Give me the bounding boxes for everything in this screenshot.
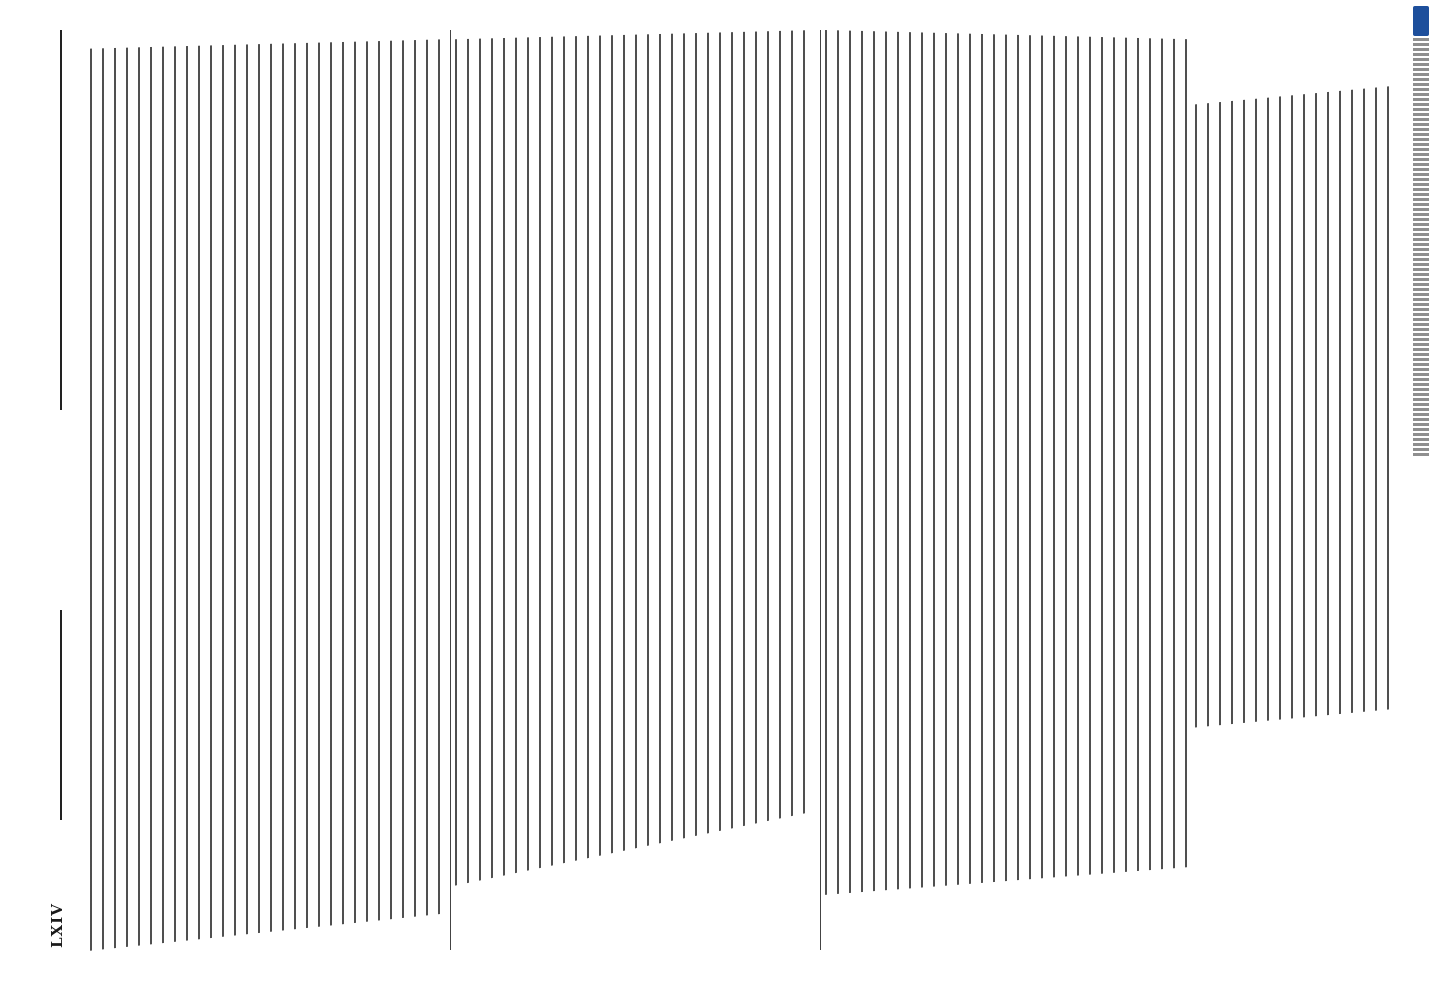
text-column xyxy=(825,30,1190,960)
column-text xyxy=(455,30,815,960)
dfg-logo-icon xyxy=(1413,6,1429,36)
text-column xyxy=(455,30,815,960)
page-number: LXIV xyxy=(48,903,66,948)
text-column xyxy=(1195,30,1395,960)
header-rule xyxy=(60,30,62,410)
column-divider xyxy=(450,30,451,950)
page-title xyxy=(48,410,74,610)
column-text xyxy=(825,30,1190,960)
header-rule xyxy=(60,610,62,820)
column-text xyxy=(1195,30,1395,960)
column-divider xyxy=(820,30,821,950)
digitization-strip xyxy=(1410,0,1432,1000)
running-header xyxy=(48,0,74,1000)
column-text xyxy=(90,30,445,960)
digitization-note xyxy=(1413,38,1429,458)
text-column xyxy=(90,30,445,960)
